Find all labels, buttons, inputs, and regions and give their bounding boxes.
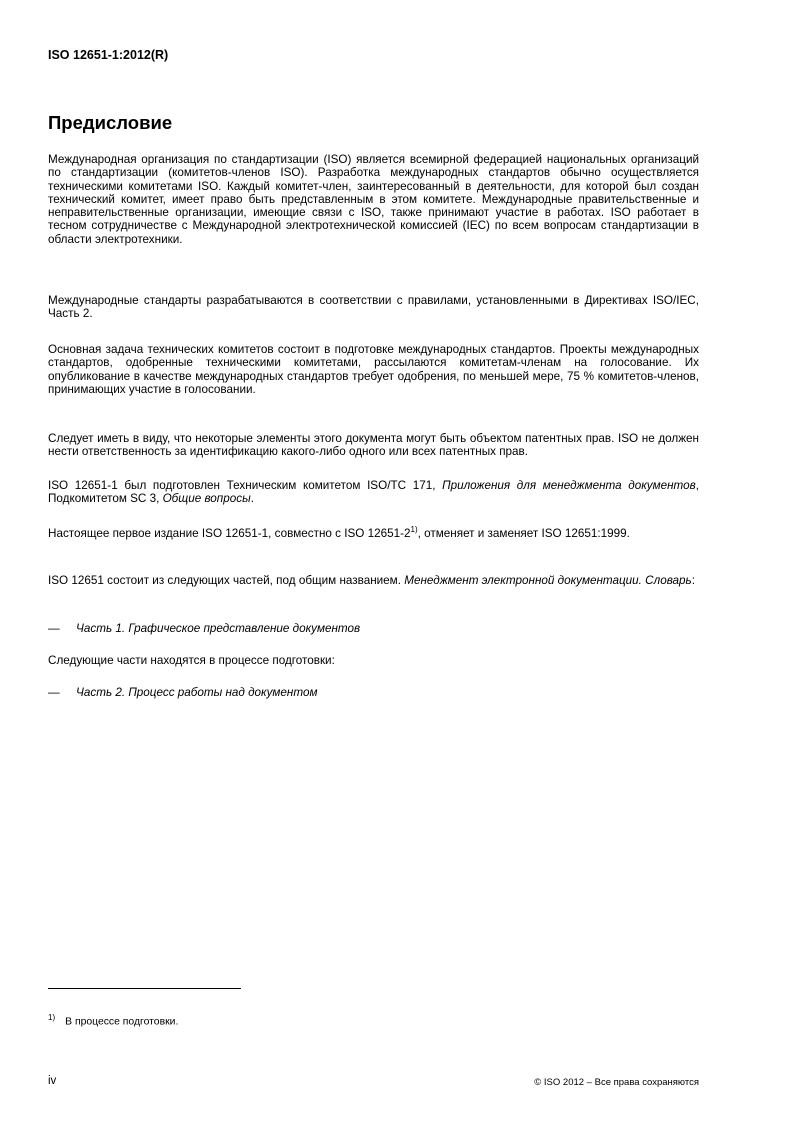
- parts-suffix: :: [691, 574, 695, 587]
- edition-suffix: , отменяет и заменяет ISO 12651:1999.: [417, 527, 630, 540]
- standard-code: ISO 12651-1:2012(R): [48, 48, 169, 62]
- page-number: iv: [48, 1075, 57, 1087]
- prepared-by-middle: , Подкомитетом SC 3,: [48, 479, 700, 506]
- paragraph-edition: [48, 527, 699, 540]
- paragraph-in-preparation: Следующие части находятся в процессе подготовки:: [48, 654, 335, 667]
- footnote: [48, 1013, 178, 1027]
- list-dash: —: [48, 686, 60, 699]
- paragraph-iso-organization: Международная организация по стандартизации (ISO) является всемирной федерацией национальных организаций по стандартизации (комитетов-членов ISO). Разработка международных стандартов обычно осуществляется техническими комитетами ISO. Каждый комитет-член, заинтересованный в деятельности, для которой был создан технический комитет, имеет право быть представленным в этом комитете. Международные правительственные и неправительственные организации, имеющие связи с ISO, также принимают участие в работах. ISO работает в тесном сотрудничестве с Международной электротехнической комиссией (IEC) по всем вопросам стандартизации в области электротехники.: [48, 153, 699, 246]
- footnote-reference: 1): [410, 525, 418, 535]
- list-item-part-2: [48, 686, 699, 699]
- footnote-mark: 1): [48, 1013, 56, 1022]
- paragraph-parts: [48, 574, 699, 587]
- list-item-part-1: [48, 622, 699, 635]
- series-title: Менеджмент электронной документации. Словарь: [404, 574, 692, 587]
- parts-prefix: ISO 12651 состоит из следующих частей, под общим названием.: [48, 574, 405, 587]
- prepared-by-prefix: ISO 12651-1 был подготовлен Техническим комитетом ISO/TC 171,: [48, 479, 443, 492]
- prepared-by-suffix: .: [250, 492, 254, 506]
- list-dash: —: [48, 622, 60, 635]
- paragraph-main-task: Основная задача технических комитетов состоит в подготовке международных стандартов. Проекты международных стандартов, одобренные техническими комитетами, рассылаются комитетам-членам на голосование. Их опубликование в качестве международных стандартов требует одобрения, по меньшей мере, 75 % комитетов-членов, принимающих участие в голосовании.: [48, 343, 699, 396]
- footnote-text: В процессе подготовки.: [65, 1016, 179, 1028]
- page-title: Предисловие: [48, 112, 173, 133]
- paragraph-directives: Международные стандарты разрабатываются в соответствии с правилами, установленными в Директивах ISO/IEC, Часть 2.: [48, 294, 699, 321]
- list-item-text: Часть 1. Графическое представление документов: [76, 622, 361, 635]
- subcommittee-title: Общие вопросы: [162, 492, 251, 506]
- copyright-notice: © ISO 2012 – Все права сохраняются: [534, 1077, 699, 1088]
- edition-prefix: Настоящее первое издание ISO 12651-1, совместно с ISO 12651-2: [48, 527, 411, 540]
- footnote-divider: [48, 988, 241, 989]
- paragraph-prepared-by: [48, 479, 699, 506]
- paragraph-patent-rights: Следует иметь в виду, что некоторые элементы этого документа могут быть объектом патентных прав. ISO не должен нести ответственность за идентификацию какого-либо одного или всех патентных прав.: [48, 432, 699, 459]
- committee-title: Приложения для менеджмента документов: [442, 479, 696, 492]
- list-item-text: Часть 2. Процесс работы над документом: [76, 686, 318, 699]
